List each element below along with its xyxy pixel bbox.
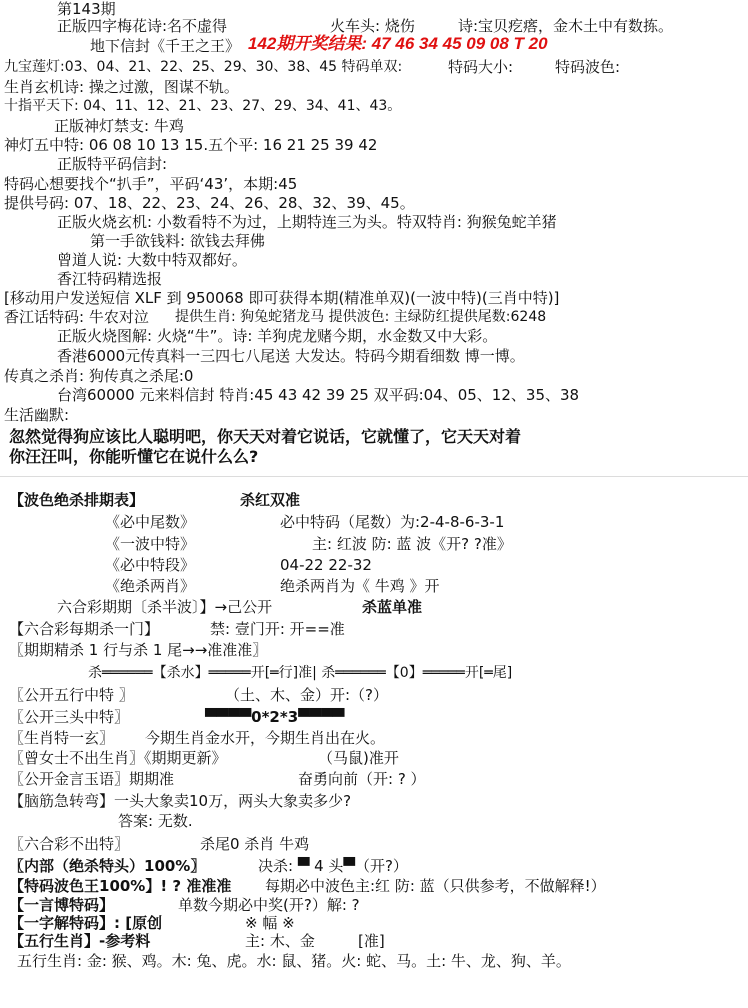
ten-fingers: 十指平天下: 04、11、12、21、23、27、29、34、41、43。 bbox=[4, 98, 402, 114]
wave-king-value: 每期必中波色主:红 防: 蓝（只供参考，不做解释!） bbox=[265, 877, 606, 895]
kill-row-tail: 〖期期精杀 1 行与杀 1 尾→→准准准〗 bbox=[9, 641, 268, 659]
golden-words-label: 〖公开金言玉语〗期期准 bbox=[9, 770, 175, 788]
hk-fax: 香港6000元传真料一三四七八尾送 大发达。特码今期看细数 博一博。 bbox=[57, 347, 525, 365]
zodiac-mystery-label: 〖生肖特一玄〗 bbox=[9, 729, 115, 747]
xiangjiang-special: 香江话特码: 牛农对泣 bbox=[4, 308, 149, 326]
one-char-value: ※ 幅 ※ bbox=[245, 914, 295, 932]
issue-number: 第143期 bbox=[57, 0, 116, 18]
five-element-value: （土、木、金）开:（?） bbox=[225, 686, 389, 704]
train-head: 火车头: 烧伤 bbox=[330, 17, 415, 35]
must-segment-label: 《必中特段》 bbox=[105, 556, 196, 574]
fire-mystery: 正版火烧玄机: 小数看特不为过，上期特连三为头。特双特肖: 狗猴兔蛇羊猪 bbox=[57, 213, 557, 231]
brain-teaser: 【脑筋急转弯】一头大象卖10万，两头大象卖多少? bbox=[9, 792, 352, 810]
kill-blue-tag: 杀蓝单准 bbox=[362, 598, 423, 616]
zeng-says: 曾道人说: 大数中特双都好。 bbox=[57, 251, 247, 269]
one-word-label: 【一言博特码】 bbox=[9, 896, 115, 914]
kill-two-label: 《绝杀两肖》 bbox=[105, 577, 196, 595]
flat-code-envelope: 正版特平码信封: bbox=[57, 155, 168, 173]
special-color: 特码波色: bbox=[555, 58, 621, 76]
five-zodiac-list: 五行生肖: 金: 猴、鸡。木: 兔、虎。水: 鼠、猪。火: 蛇、马。土: 牛、龙、狗、羊。 bbox=[17, 952, 571, 970]
no-special-value: 杀尾0 杀肖 牛鸡 bbox=[200, 835, 310, 853]
divider bbox=[0, 476, 748, 477]
kill-red-tag: 杀红双准 bbox=[240, 491, 301, 509]
lotus-lamp: 九宝莲灯:03、04、21、22、25、29、30、38、45 特码单双: bbox=[4, 59, 403, 75]
joke-line-2: 你汪汪叫，你能听懂它在说什么么? bbox=[9, 447, 259, 466]
one-wave-label: 《一波中特》 bbox=[105, 535, 196, 553]
kill-bar: 杀══════【杀水】═════开[═行]准| 杀══════【0】═════开[═尾] bbox=[88, 665, 513, 681]
must-segment-value: 04-22 22-32 bbox=[280, 556, 372, 574]
pickpocket-hint: 特码心想要找个“扒手”，平码‘43’，本期:45 bbox=[4, 175, 298, 193]
fire-diagram: 正版火烧图解: 火烧“牛”。诗: 羊狗虎龙赌今期，水金数又中大彩。 bbox=[57, 327, 498, 345]
kill-door-label: 【六合彩每期杀一门】 bbox=[9, 620, 160, 638]
provided-zodiac: 提供生肖: 狗兔蛇猪龙马 提供波色: 主绿防红提供尾数:6248 bbox=[175, 309, 547, 325]
brain-teaser-answer: 答案: 无数. bbox=[118, 812, 193, 830]
one-char-label: 【一字解特码】: [原创 bbox=[9, 914, 163, 932]
one-wave-value: 主: 红波 防: 蓝 波《开? ?准》 bbox=[312, 535, 512, 553]
five-zodiac-main: 主: 木、金 bbox=[245, 932, 315, 950]
sms-promo: [移动用户发送短信 XLF 到 950068 即可获得本期(精准单双)(一波中特)(三肖中特)] bbox=[4, 289, 560, 307]
poem-text: 诗:宝贝疙瘩，金木土中有数拣。 bbox=[458, 17, 674, 35]
joke-line-1: 忽然觉得狗应该比人聪明吧，你天天对着它说话，它就懂了，它天天对着 bbox=[9, 427, 522, 446]
kill-two-value: 绝杀两肖为《 牛鸡 》开 bbox=[280, 577, 440, 595]
golden-words-value: 奋勇向前（开: ? ） bbox=[298, 770, 426, 788]
meihua-poem: 正版四字梅花诗:名不虚得 bbox=[57, 17, 228, 35]
three-head-label: 〖公开三头中特〗 bbox=[9, 708, 130, 726]
schedule-title: 【波色绝杀排期表】 bbox=[9, 491, 145, 509]
must-tail-value: 必中特码（尾数）为:2-4-8-6-3-1 bbox=[280, 513, 505, 531]
wave-king-label: 【特码波色王100%】! ? 准准准 bbox=[9, 877, 232, 895]
must-tail-label: 《必中尾数》 bbox=[105, 513, 196, 531]
five-zodiac-tag: [准] bbox=[358, 932, 385, 950]
three-head-value: ▀▀▀▀0*2*3▀▀▀▀ bbox=[205, 708, 345, 726]
taiwan-envelope: 台湾60000 元来料信封 特肖:45 43 42 39 25 双平码:04、05、12、35、38 bbox=[57, 386, 580, 404]
lamp-forbidden: 正版神灯禁支: 牛鸡 bbox=[54, 117, 184, 135]
provided-numbers: 提供号码: 07、18、22、23、24、26、28、32、39、45。 bbox=[4, 194, 415, 212]
five-zodiac-label: 【五行生肖】-参考料 bbox=[9, 932, 151, 950]
special-size: 特码大小: bbox=[448, 58, 514, 76]
ms-zeng-value: （马鼠)准开 bbox=[318, 749, 399, 767]
first-hand: 第一手欲钱料: 欲钱去拜佛 bbox=[90, 232, 265, 250]
one-word-value: 单数今期必中奖(开?）解: ? bbox=[178, 896, 360, 914]
inner-kill-label: 〖内部（绝杀特头）100%〗 bbox=[9, 857, 206, 875]
underground-envelope: 地下信封《千王之王》 bbox=[90, 37, 241, 55]
draw-result: 142期开奖结果: 47 46 34 45 09 08 T 20 bbox=[248, 34, 548, 53]
zodiac-mystery-value: 今期生肖金水开，今期生肖出在火。 bbox=[145, 729, 386, 747]
humor-label: 生活幽默: bbox=[4, 406, 70, 424]
five-element-label: 〖公开五行中特 〗 bbox=[9, 686, 134, 704]
ms-zeng-label: 〖曾女士不出生肖〗《期期更新》 bbox=[9, 749, 227, 767]
fax-kill: 传真之杀肖: 狗传真之杀尾:0 bbox=[4, 367, 194, 385]
inner-kill-value: 决杀: ▀ 4 头▀（开?） bbox=[258, 857, 408, 875]
no-special-label: 〖六合彩不出特〗 bbox=[9, 835, 130, 853]
half-wave: 六合彩期期〔杀半波〕】→己公开 bbox=[57, 598, 273, 616]
zodiac-poem: 生肖玄机诗: 操之过激，图谋不轨。 bbox=[4, 78, 239, 96]
kill-door-value: 禁: 壹门开: 开==准 bbox=[210, 620, 345, 638]
lamp-five: 神灯五中特: 06 08 10 13 15.五个平: 16 21 25 39 42 bbox=[4, 136, 378, 154]
xiangjiang-title: 香江特码精选报 bbox=[57, 270, 163, 288]
